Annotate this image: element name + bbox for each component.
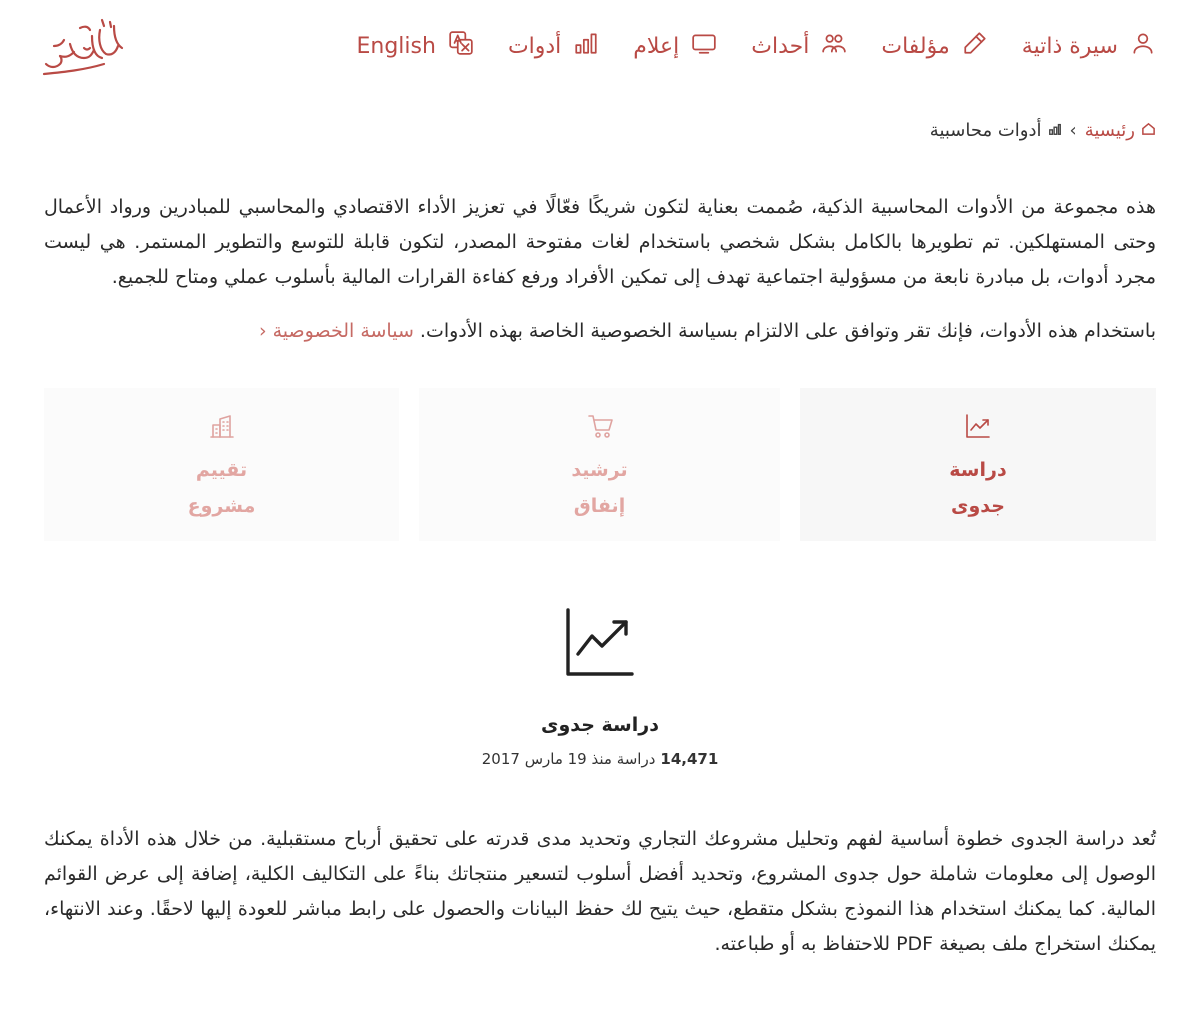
- breadcrumb-separator: ›: [1069, 120, 1077, 141]
- nav-item-events[interactable]: [751, 30, 847, 62]
- tool-stats: [0, 750, 1200, 768]
- breadcrumb-current: [930, 120, 1062, 141]
- privacy-notice-text: باستخدام هذه الأدوات، فإنك تقر وتوافق على الالتزام بسياسة الخصوصية الخاصة بهذه الأدوات.: [419, 320, 1156, 342]
- nav-item-cv[interactable]: [1022, 30, 1156, 62]
- home-icon: [1141, 120, 1156, 141]
- bar-chart-icon: [1048, 120, 1062, 141]
- tool-card-project-evaluation[interactable]: [44, 388, 399, 541]
- buildings-icon: [208, 412, 236, 440]
- trend-chart-icon: [964, 412, 992, 440]
- nav-item-label: سيرة ذاتية: [1021, 33, 1118, 59]
- people-icon: [821, 30, 847, 62]
- site-logo[interactable]: [40, 16, 128, 78]
- user-icon: [1130, 30, 1156, 62]
- tool-card-label: دراسة جدوى: [949, 459, 1007, 517]
- nav-item-media[interactable]: [633, 30, 717, 62]
- privacy-notice: [44, 314, 1156, 349]
- breadcrumb-home-label: رئيسية: [1084, 120, 1135, 141]
- nav-item-publications[interactable]: [881, 30, 987, 62]
- breadcrumb-home-link[interactable]: [1085, 120, 1156, 141]
- nav-item-english[interactable]: [356, 30, 473, 62]
- tv-icon: [691, 30, 717, 62]
- breadcrumb: [930, 120, 1156, 141]
- tool-usage-count: 14,471: [660, 750, 719, 768]
- signature-logo-icon: [40, 16, 128, 78]
- tool-card-feasibility[interactable]: [800, 388, 1156, 541]
- privacy-policy-link[interactable]: سياسة الخصوصية ‹: [258, 320, 414, 342]
- main-nav: [356, 30, 1156, 62]
- tool-title: دراسة جدوى: [541, 714, 659, 736]
- trend-chart-icon: [564, 606, 636, 678]
- nav-item-label: مؤلفات: [881, 33, 950, 59]
- tool-card-spending[interactable]: [419, 388, 780, 541]
- nav-item-label: أدوات: [507, 33, 562, 59]
- bar-chart-icon: [573, 30, 599, 62]
- tool-description: تُعد دراسة الجدوى خطوة أساسية لفهم وتحليل مشروعك التجاري وتحديد مدى قدرته على تحقيق أرباح مستقبلية. من خلال هذه الأداة يمكنك الوصول إلى معلومات شاملة حول جدوى المشروع، وتحديد أفضل أسلوب لتسعير منتجاتك بناءً على التكاليف الكلية، إضافة إلى عرض القوائم المالية. كما يمكنك استخدام هذا النموذج بشكل متقطع، حيث يتيح لك حفظ البيانات والحصول على رابط مباشر للعودة إليها لاحقًا. وعند الانتهاء، يمكنك استخراج ملف بصيغة PDF للاحتفاظ به أو طباعته.: [44, 828, 1156, 955]
- tool-card-label: ترشيد إنفاق: [571, 459, 628, 517]
- tool-usage-since: دراسة منذ 19 مارس 2017: [481, 750, 656, 768]
- tool-card-label: تقييم مشروع: [187, 459, 256, 517]
- breadcrumb-current-label: أدوات محاسبية: [929, 120, 1042, 141]
- nav-item-label: أحداث: [751, 33, 810, 59]
- nav-item-label: إعلام: [633, 33, 680, 59]
- nav-item-tools[interactable]: [508, 30, 599, 62]
- site-header: [0, 0, 1200, 96]
- translate-icon: [448, 30, 474, 62]
- intro-paragraph: هذه مجموعة من الأدوات المحاسبية الذكية، صُممت بعناية لتكون شريكًا فعّالًا في تعزيز الأداء الاقتصادي والمحاسبي للمبادرين ورواد الأعمال وحتى المستهلكين. تم تطويرها بالكامل بشكل شخصي باستخدام لغات مفتوحة المصدر، لتكون قابلة للتوسع والتطوير المستمر. هي ليست مجرد أدوات، بل مبادرة نابعة من مسؤولية اجتماعية تهدف إلى تمكين الأفراد ورفع كفاءة القرارات المالية بأسلوب عملي ومتاح للجميع.: [44, 196, 1156, 288]
- pencil-icon: [962, 30, 988, 62]
- cart-icon: [586, 412, 614, 440]
- tool-cards: [44, 388, 1156, 541]
- nav-item-label: English: [356, 33, 436, 59]
